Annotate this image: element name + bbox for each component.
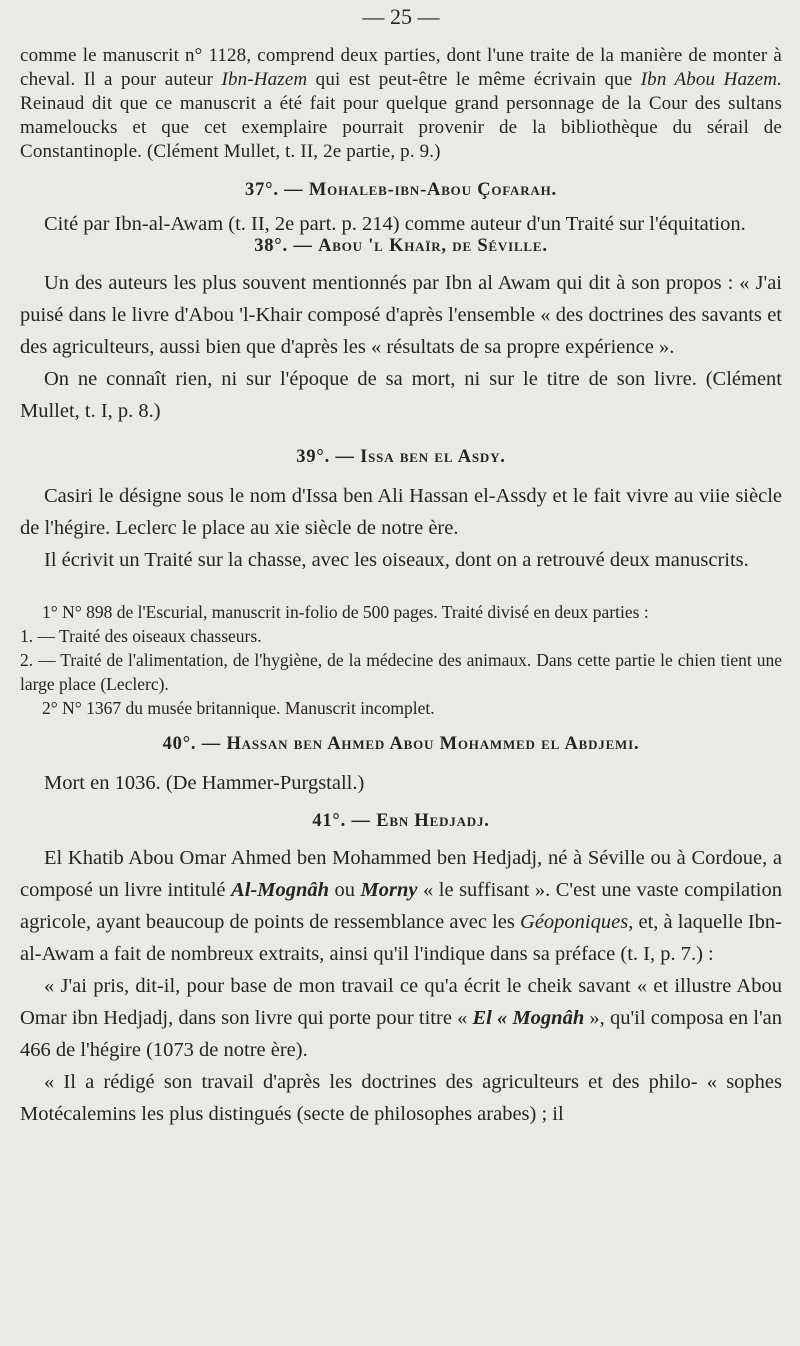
section-38-paragraph-1: Un des auteurs les plus souvent mentionnés par Ibn al Awam qui dit à son propos : « J'ai puisé dans le livre d'Abou 'l-Khair composé d'après l'ensemble « des doctrines des savants et des agriculteurs, aussi bien que d'après les « résultats de sa propre expérience ». [20, 272, 782, 358]
section-41-paragraph-2 [20, 970, 782, 1066]
section-37-text: Cité par Ibn-al-Awam (t. II, 2e part. p. 214) comme auteur d'un Traité sur l'équitation. [44, 213, 746, 235]
section-37-number: 37°. — [245, 180, 304, 200]
section-40-name: Hassan ben Ahmed Abou Mohammed el Abdjemi. [226, 734, 640, 754]
note-item: 1. — Traité des oiseaux chasseurs. [20, 626, 262, 646]
section-39-paragraph-1: Casiri le désigne sous le nom d'Issa ben Ali Hassan el-Assdy et le fait vivre au viie siècle de l'hégire. Leclerc le place au xie siècle de notre ère. [20, 485, 782, 539]
note-item: 2° N° 1367 du musée britannique. Manuscrit incomplet. [42, 698, 435, 718]
section-38-paragraph-2: On ne connaît rien, ni sur l'époque de sa mort, ni sur le titre de son livre. (Clément Mullet, t. I, p. 8.) [20, 368, 782, 422]
intro-italic-2: Ibn Abou Hazem. [640, 69, 782, 90]
section-40-heading [20, 734, 782, 755]
section-39-name: Issa ben el Asdy. [360, 447, 506, 467]
section-39-number: 39°. — [296, 447, 355, 467]
note-item: 1° N° 898 de l'Escurial, manuscrit in-folio de 500 pages. Traité divisé en deux parties : [42, 602, 649, 622]
section-39-heading [20, 447, 782, 468]
section-40-number: 40°. — [162, 734, 222, 754]
section-38-name: Abou 'l Khaïr, de Séville. [318, 236, 548, 256]
s41-p1-title-2: Morny [360, 879, 418, 901]
s41-p1-text-4: , et, à laquelle Ibn-al-Awam a fait de nombreux extraits, ainsi qu'il l'indique dans sa préface (t. I, p. 7.) : [20, 911, 782, 965]
s41-p1-text-3: « le suffisant ». C'est une vaste compilation agricole, ayant beaucoup de points de ressemblance avec les [20, 879, 783, 933]
s41-p2-text-1: « J'ai pris, dit-il, pour base de mon travail ce qu'a écrit le cheik savant « et illustre Abou Omar ibn Hedjadj, dans son livre qui porte pour titre « [20, 975, 782, 1029]
intro-text-2: qui est peut-être le même écrivain que [307, 69, 641, 90]
page-number: — 25 — [362, 4, 440, 29]
intro-italic-1: Ibn-Hazem [221, 69, 308, 90]
s41-p1-text-1: El Khatib Abou Omar Ahmed ben Mohammed ben Hedjadj, né à Séville ou à Cordoue, a composé un livre intitulé [20, 847, 782, 901]
section-41-name: Ebn Hedjadj. [376, 811, 490, 831]
section-39-paragraph-2: Il écrivit un Traité sur la chasse, avec les oiseaux, dont on a retrouvé deux manuscrits. [44, 549, 749, 571]
s41-p1-title-1: Al-Mognâh [231, 879, 330, 901]
note-item: 2. — Traité de l'alimentation, de l'hygiène, de la médecine des animaux. Dans cette partie le chien tient une large place (Leclerc). [20, 650, 782, 694]
section-38-number: 38°. — [254, 236, 313, 256]
s41-p2-title-1: El « Mognâh [472, 1007, 585, 1029]
section-37-name: Mohaleb-ibn-Abou Çofarah. [308, 180, 557, 200]
section-39-notes [20, 600, 782, 720]
intro-text-3: Reinaud dit que ce manuscrit a été fait pour quelque grand personnage de la Cour des sultans mameloucks et que cet exemplaire pourrait provenir de la bibliothèque du sérail de Constantinople. (Clément Mullet, t. II, 2e partie, p. 9.) [20, 93, 782, 162]
s41-p1-text-2: ou [329, 879, 361, 901]
intro-text-1: comme le manuscrit n° 1128, comprend deux parties, dont l'une traite de la manière de monter à cheval. Il a pour auteur [20, 45, 782, 90]
section-41-paragraph-1 [20, 842, 782, 970]
section-41-number: 41°. — [312, 811, 371, 831]
s41-p2-text-2: », qu'il composa en l'an 466 de l'hégire (1073 de notre ère). [20, 1007, 782, 1061]
section-40-text: Mort en 1036. (De Hammer-Purgstall.) [44, 772, 365, 794]
intro-paragraph [20, 44, 782, 164]
s41-p1-title-3: Géoponiques [520, 911, 629, 933]
section-41-paragraph-3: « Il a rédigé son travail d'après les doctrines des agriculteurs et des philo- « sophes Motécalemins les plus distingués (secte de philosophes arabes) ; il [20, 1071, 782, 1125]
section-41-heading [20, 811, 782, 832]
section-37-heading [20, 180, 782, 201]
